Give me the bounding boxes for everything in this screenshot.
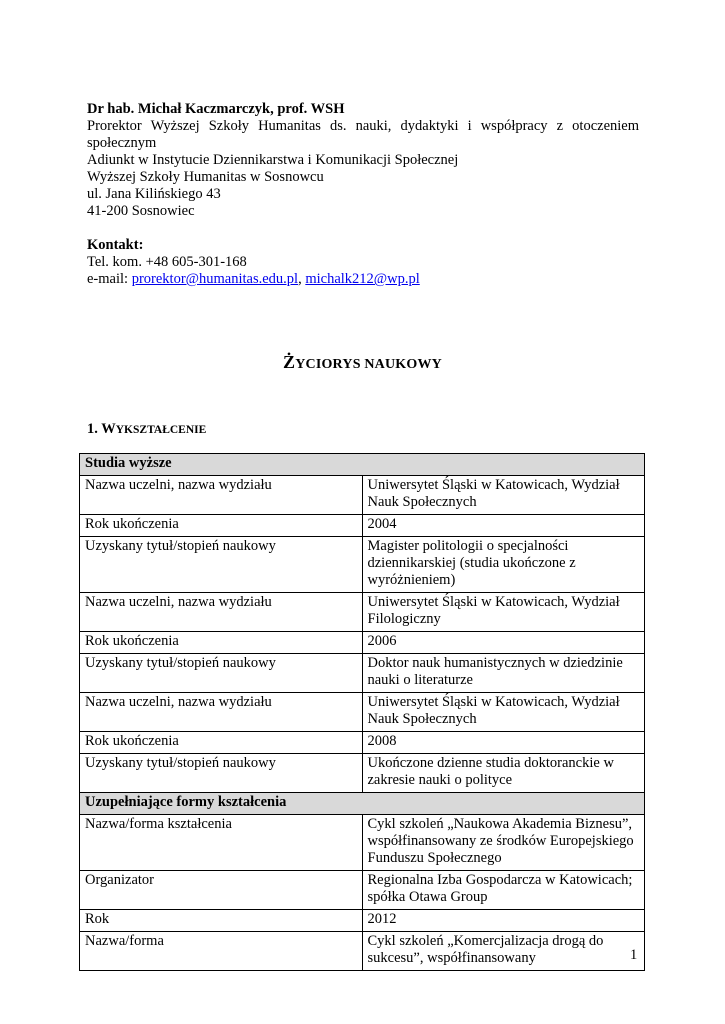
author-adjunct: Adiunkt w Instytucie Dziennikarstwa i Komunikacji Społecznej xyxy=(87,152,459,168)
row-value: 2006 xyxy=(362,632,645,654)
table-header-row xyxy=(80,454,645,476)
table-row xyxy=(80,476,645,515)
row-value: Cykl szkoleń „Naukowa Akademia Biznesu”, współfinansowany ze środków Europejskiego Funduszu Społecznego xyxy=(362,815,645,871)
education-table xyxy=(79,453,645,971)
row-value: Uniwersytet Śląski w Katowicach, Wydział Filologiczny xyxy=(362,593,645,632)
author-school: Wyższej Szkoły Humanitas w Sosnowcu xyxy=(87,169,324,185)
row-value: 2004 xyxy=(362,515,645,537)
row-value: Uniwersytet Śląski w Katowicach, Wydział Nauk Społecznych xyxy=(362,693,645,732)
section-heading-education xyxy=(87,421,206,438)
table-header-studies: Studia wyższe xyxy=(80,454,645,476)
table-row xyxy=(80,932,645,971)
table-row xyxy=(80,754,645,793)
row-value: Uniwersytet Śląski w Katowicach, Wydział Nauk Społecznych xyxy=(362,476,645,515)
row-label: Nazwa uczelni, nazwa wydziału xyxy=(80,693,363,732)
table-row xyxy=(80,515,645,537)
email-prefix: e-mail: xyxy=(87,271,132,287)
author-street: ul. Jana Kilińskiego 43 xyxy=(87,186,221,202)
author-position-line1: Prorektor Wyższej Szkoły Humanitas ds. nauki, dydaktyki i współpracy z otoczeniem xyxy=(87,118,639,134)
author-name: Dr hab. Michał Kaczmarczyk, prof. WSH xyxy=(87,101,345,117)
row-value: Doktor nauk humanistycznych w dziedzinie nauki o literaturze xyxy=(362,654,645,693)
table-row xyxy=(80,632,645,654)
row-label: Nazwa uczelni, nazwa wydziału xyxy=(80,593,363,632)
row-label: Nazwa/forma xyxy=(80,932,363,971)
table-row xyxy=(80,693,645,732)
section-number: 1. W xyxy=(87,421,116,437)
row-value: 2012 xyxy=(362,910,645,932)
row-label: Uzyskany tytuł/stopień naukowy xyxy=(80,654,363,693)
email-link-primary[interactable]: prorektor@humanitas.edu.pl xyxy=(131,271,299,287)
table-row xyxy=(80,815,645,871)
row-value: Magister politologii o specjalności dziennikarskiej (studia ukończone z wyróżnieniem) xyxy=(362,537,645,593)
table-header-row xyxy=(80,793,645,815)
row-label: Rok ukończenia xyxy=(80,632,363,654)
spacer xyxy=(87,220,639,237)
row-label: Rok ukończenia xyxy=(80,515,363,537)
section-rest: YKSZTAŁCENIE xyxy=(115,424,207,436)
author-header xyxy=(87,101,639,288)
author-city: 41-200 Sosnowiec xyxy=(87,203,195,219)
row-value: Ukończone dzienne studia doktoranckie w zakresie nauki o polityce xyxy=(362,754,645,793)
contact-phone: Tel. kom. +48 605-301-168 xyxy=(87,254,247,270)
row-label: Nazwa uczelni, nazwa wydziału xyxy=(80,476,363,515)
table-row xyxy=(80,910,645,932)
table-header-supplementary: Uzupełniające formy kształcenia xyxy=(80,793,645,815)
page-number: 1 xyxy=(630,947,638,963)
row-label: Uzyskany tytuł/stopień naukowy xyxy=(80,537,363,593)
row-label: Organizator xyxy=(80,871,363,910)
title-rest: YCIORYS NAUKOWY xyxy=(295,357,442,372)
row-label: Rok ukończenia xyxy=(80,732,363,754)
row-label: Rok xyxy=(80,910,363,932)
table-row xyxy=(80,593,645,632)
email-separator: , xyxy=(298,271,306,287)
contact-email-line xyxy=(87,271,639,288)
row-value: 2008 xyxy=(362,732,645,754)
contact-label: Kontakt: xyxy=(87,237,144,253)
table-row xyxy=(80,871,645,910)
author-position-line2: społecznym xyxy=(87,135,157,151)
title-initial: Ż xyxy=(282,352,296,372)
email-link-secondary[interactable]: michalk212@wp.pl xyxy=(305,271,420,287)
document-title xyxy=(0,352,725,373)
row-label: Nazwa/forma kształcenia xyxy=(80,815,363,871)
row-value: Regionalna Izba Gospodarcza w Katowicach; spółka Otawa Group xyxy=(362,871,645,910)
table-row xyxy=(80,537,645,593)
table-row xyxy=(80,654,645,693)
table-row xyxy=(80,732,645,754)
row-value: Cykl szkoleń „Komercjalizacja drogą do sukcesu”, współfinansowany xyxy=(362,932,645,971)
row-label: Uzyskany tytuł/stopień naukowy xyxy=(80,754,363,793)
